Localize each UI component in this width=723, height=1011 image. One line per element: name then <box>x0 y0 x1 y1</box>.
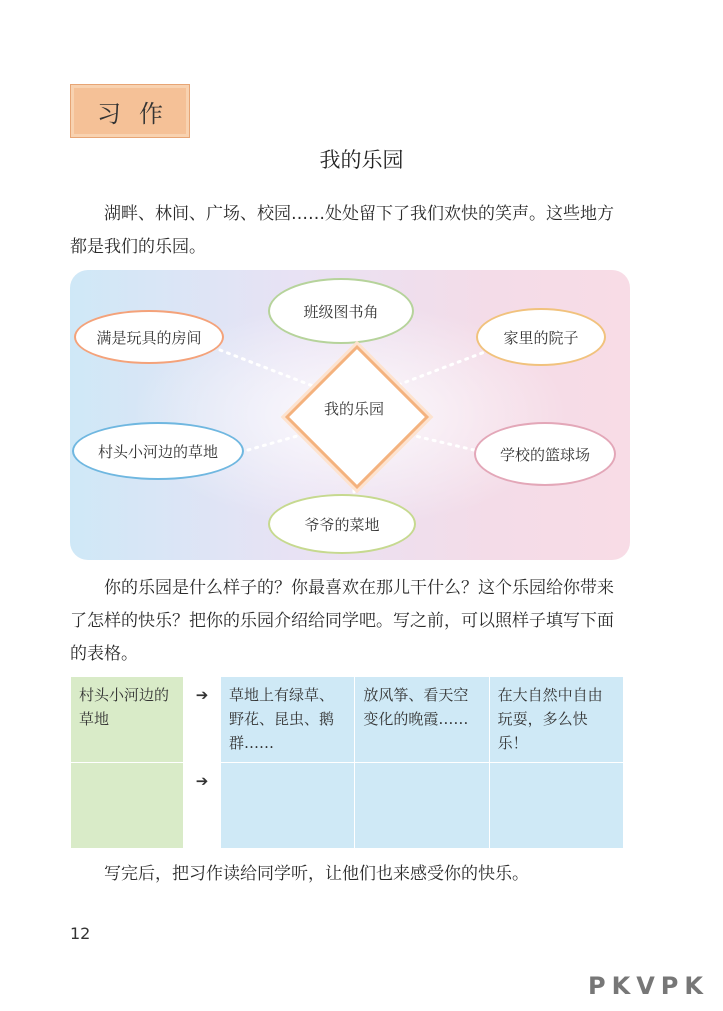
page-number: 12 <box>70 924 91 943</box>
brand-mark: PKVPK <box>588 972 709 1000</box>
intro-paragraph: 湖畔、林间、广场、校园……处处留下了我们欢快的笑声。这些地方都是我们的乐园。 <box>70 204 614 257</box>
arrow-icon: ➔ <box>184 763 221 849</box>
node-upper-right: 家里的院子 <box>476 308 606 366</box>
example-activity-cell: 放风筝、看天空变化的晚霞…… <box>355 677 489 763</box>
example-feeling-cell: 在大自然中自由玩耍，多么快乐！ <box>489 677 623 763</box>
connector-upper-left <box>220 350 318 388</box>
blank-what-cell[interactable] <box>221 763 355 849</box>
node-upper-left: 满是玩具的房间 <box>74 310 224 364</box>
table-row-blank <box>71 763 624 849</box>
section-label-text: 习作 <box>97 99 181 128</box>
connector-upper-right <box>390 350 490 388</box>
blank-feeling-cell[interactable] <box>489 763 623 849</box>
blank-activity-cell[interactable] <box>355 763 489 849</box>
prompt-paragraph: 你的乐园是什么样子的？你最喜欢在那儿干什么？这个乐园给你带来了怎样的快乐？把你的乐园介绍给同学吧。写之前，可以照样子填写下面的表格。 <box>70 578 614 664</box>
blank-place-cell[interactable] <box>71 763 184 849</box>
closing-paragraph: 写完后，把习作读给同学听，让他们也来感受你的快乐。 <box>104 864 529 884</box>
node-bottom: 爷爷的菜地 <box>268 494 416 554</box>
example-place-cell: 村头小河边的草地 <box>71 677 184 763</box>
mind-map <box>70 270 630 560</box>
example-what-cell: 草地上有绿草、野花、昆虫、鹅群…… <box>221 677 355 763</box>
section-label <box>70 84 190 138</box>
node-lower-left: 村头小河边的草地 <box>72 422 244 480</box>
arrow-icon: ➔ <box>184 677 221 763</box>
center-label: 我的乐园 <box>323 400 384 418</box>
planning-table <box>70 676 624 849</box>
page-title: 我的乐园 <box>319 148 404 172</box>
table-row-example <box>71 677 624 763</box>
node-top: 班级图书角 <box>268 278 414 344</box>
node-lower-right: 学校的篮球场 <box>474 422 616 486</box>
